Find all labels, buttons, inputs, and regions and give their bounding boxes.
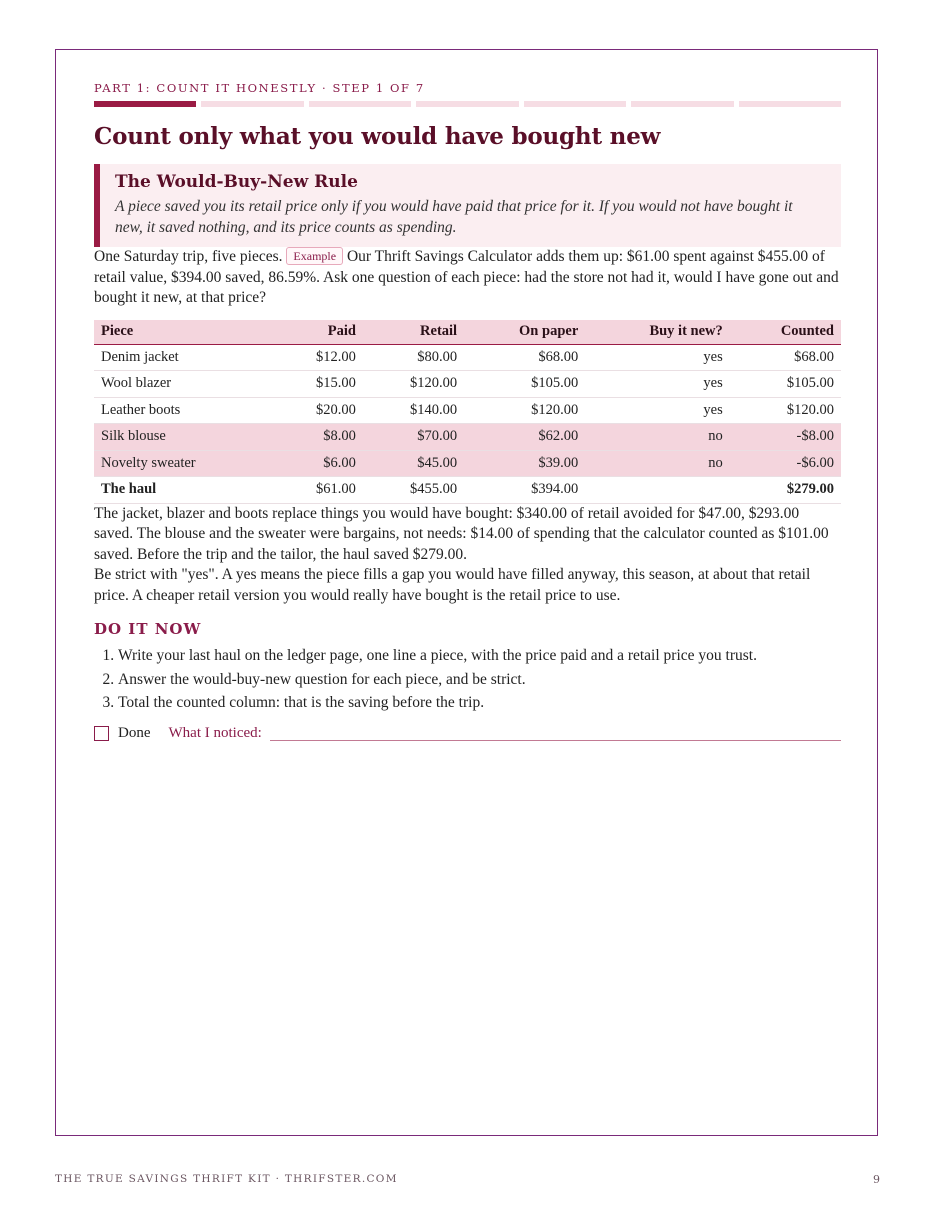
cell-on-paper: $62.00 — [464, 424, 585, 451]
cell-retail: $70.00 — [363, 424, 464, 451]
col-header-piece: Piece — [94, 320, 274, 345]
footer-title: THE TRUE SAVINGS THRIFT KIT · THRIFSTER.COM — [55, 1173, 398, 1185]
cell-paid: $20.00 — [274, 397, 363, 424]
cell-paid: $15.00 — [274, 371, 363, 398]
cell-piece: Silk blouse — [94, 424, 274, 451]
intro-text-start: One Saturday trip, five pieces. — [94, 248, 283, 265]
col-header-paid: Paid — [274, 320, 363, 345]
total-label: The haul — [94, 477, 274, 504]
page-number: 9 — [873, 1173, 880, 1186]
col-header-retail: Retail — [363, 320, 464, 345]
cell-retail: $120.00 — [363, 371, 464, 398]
cell-buy-new: yes — [585, 371, 730, 398]
cell-piece: Leather boots — [94, 397, 274, 424]
cell-buy-new: no — [585, 450, 730, 477]
rule-callout — [94, 164, 841, 247]
page-frame — [55, 49, 878, 1136]
cell-retail: $80.00 — [363, 344, 464, 371]
cell-on-paper: $39.00 — [464, 450, 585, 477]
example-tag: Example — [286, 247, 343, 265]
step-item: 1. Write your last haul on the ledger page, one line a piece, with the price paid and a retail price you trust. — [118, 646, 841, 666]
total-retail: $455.00 — [363, 477, 464, 504]
total-buy-new — [585, 477, 730, 504]
col-header-buy-new: Buy it new? — [585, 320, 730, 345]
haul-table — [94, 320, 841, 504]
col-header-on-paper: On paper — [464, 320, 585, 345]
do-it-now-steps — [94, 646, 841, 713]
intro-text-rest: Our Thrift Savings Calculator adds them up: $61.00 spent against $455.00 of retail value, $394.00 saved, 86.59%. Ask one question of each piece: had the store not had it, would I have gone out and bought it new, at that price? — [94, 248, 839, 306]
cell-counted: $68.00 — [730, 344, 841, 371]
cell-buy-new: no — [585, 424, 730, 451]
cell-piece: Novelty sweater — [94, 450, 274, 477]
strictness-paragraph: Be strict with "yes". A yes means the piece fills a gap you would have filled anyway, this season, at about that retail price. A cheaper retail version you would really have bought is the retail price to use. — [94, 566, 811, 604]
table-row — [94, 371, 841, 398]
cell-paid: $6.00 — [274, 450, 363, 477]
progress-segment — [309, 101, 411, 107]
intro-paragraph — [94, 247, 841, 309]
cell-on-paper: $120.00 — [464, 397, 585, 424]
done-row — [94, 722, 841, 744]
do-it-now-heading: DO IT NOW — [94, 620, 202, 638]
table-row-not-counted — [94, 450, 841, 477]
cell-counted: $105.00 — [730, 371, 841, 398]
progress-segment — [739, 101, 841, 107]
table-header-row — [94, 320, 841, 345]
noticed-input-line[interactable] — [270, 726, 841, 741]
table-row — [94, 397, 841, 424]
table-total-row — [94, 477, 841, 504]
step-kicker: PART 1: COUNT IT HONESTLY · STEP 1 OF 7 — [94, 81, 425, 95]
table-row — [94, 344, 841, 371]
cell-retail: $140.00 — [363, 397, 464, 424]
cell-counted: -$6.00 — [730, 450, 841, 477]
progress-segment — [201, 101, 303, 107]
cell-counted: -$8.00 — [730, 424, 841, 451]
explanation-paragraph: The jacket, blazer and boots replace things you would have bought: $340.00 of retail avoided for $47.00, $293.00 saved. The blouse and the sweater were bargains, not needs: $14.00 of spending that the calculator counted as $101.00 saved. Before the trip and the tailor, the haul saved $279.00. — [94, 504, 829, 563]
done-label: Done — [118, 724, 151, 741]
total-counted: $279.00 — [730, 477, 841, 504]
progress-segment — [524, 101, 626, 107]
page-content — [94, 80, 841, 744]
cell-piece: Denim jacket — [94, 344, 274, 371]
rule-title: The Would-Buy-New Rule — [115, 172, 358, 192]
cell-counted: $120.00 — [730, 397, 841, 424]
done-checkbox[interactable] — [94, 726, 109, 741]
cell-buy-new: yes — [585, 397, 730, 424]
cell-paid: $12.00 — [274, 344, 363, 371]
cell-paid: $8.00 — [274, 424, 363, 451]
progress-segment — [94, 101, 196, 107]
cell-buy-new: yes — [585, 344, 730, 371]
cell-on-paper: $68.00 — [464, 344, 585, 371]
step-progress-bar — [94, 101, 841, 107]
total-on-paper: $394.00 — [464, 477, 585, 504]
noticed-label: What I noticed: — [168, 724, 262, 741]
step-item: 2. Answer the would-buy-new question for each piece, and be strict. — [118, 670, 841, 690]
progress-segment — [416, 101, 518, 107]
table-row-not-counted — [94, 424, 841, 451]
page-title: Count only what you would have bought new — [94, 123, 661, 150]
cell-retail: $45.00 — [363, 450, 464, 477]
cell-on-paper: $105.00 — [464, 371, 585, 398]
step-item: 3. Total the counted column: that is the saving before the trip. — [118, 693, 841, 713]
progress-segment — [631, 101, 733, 107]
total-paid: $61.00 — [274, 477, 363, 504]
cell-piece: Wool blazer — [94, 371, 274, 398]
col-header-counted: Counted — [730, 320, 841, 345]
rule-text: A piece saved you its retail price only if you would have paid that price for it. If you would not have bought it new, it saved nothing, and its price counts as spending. — [115, 198, 793, 236]
